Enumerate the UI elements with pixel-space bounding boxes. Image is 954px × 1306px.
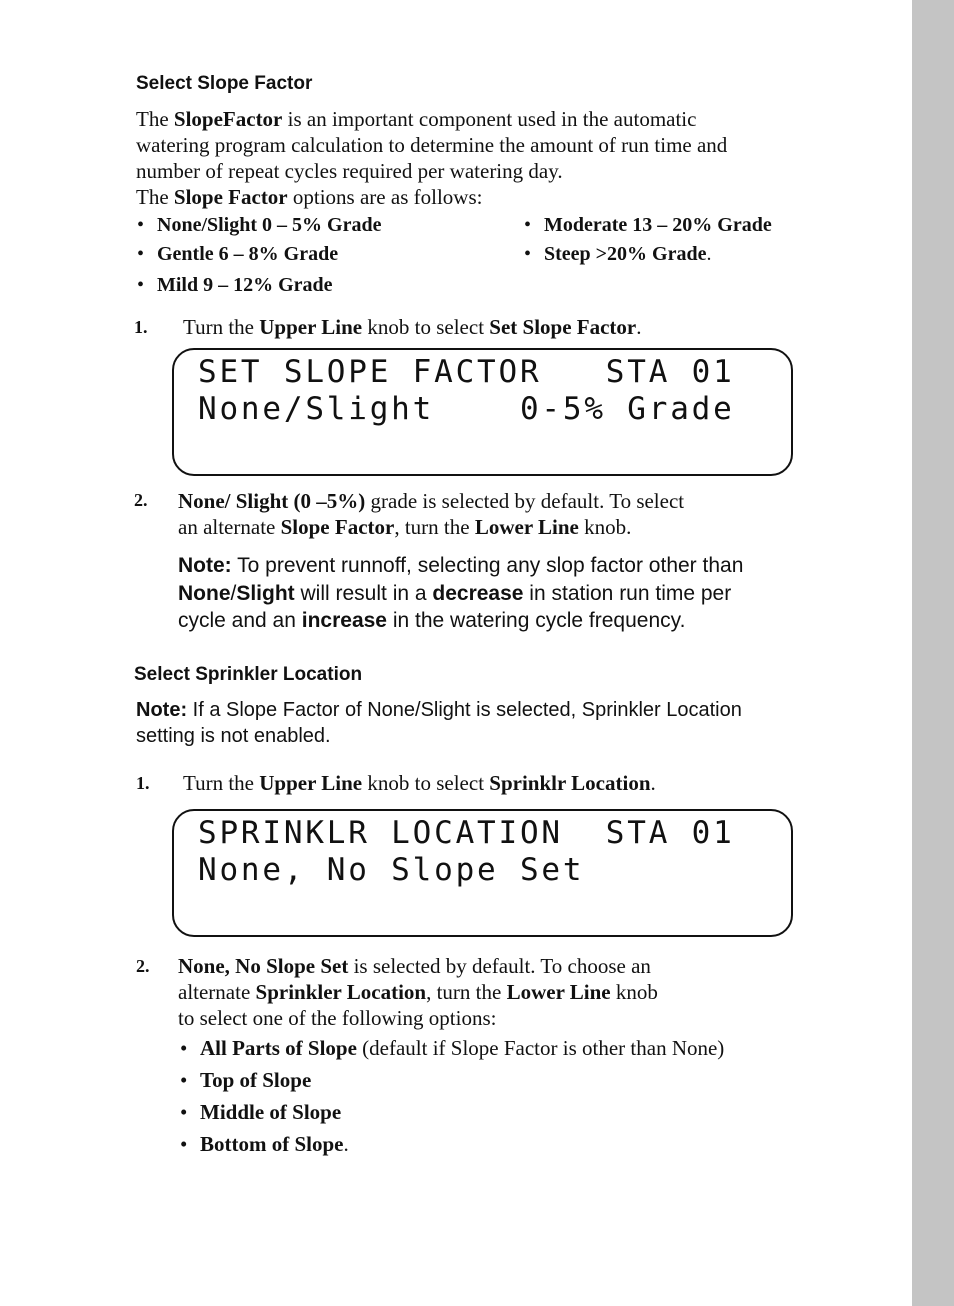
sprinkler-step-2-number: 2. — [136, 956, 150, 976]
note-slope-line-2: None/Slight will result in a decrease in station run time per — [178, 582, 732, 605]
page-edge-tab — [912, 0, 954, 1306]
intro-line-1: The SlopeFactor is an important component used in the automatic — [136, 107, 697, 131]
lcd-line-1: SPRINKLR LOCATION STA 01 — [198, 815, 735, 851]
lcd-display-sprinkler — [172, 809, 793, 937]
step-2-line-1: None/ Slight (0 –5%) grade is selected by default. To select — [178, 489, 685, 513]
intro-line-2: watering program calculation to determine the amount of run time and — [136, 133, 728, 157]
section-heading-slope: Select Slope Factor — [136, 73, 313, 94]
note-sprinkler-line-2: setting is not enabled. — [136, 725, 331, 747]
lcd-display-slope — [172, 348, 793, 476]
lcd-line-1: SET SLOPE FACTOR STA 01 — [198, 354, 735, 390]
sprinkler-step-2-line-1: None, No Slope Set is selected by default. To choose an — [178, 954, 651, 978]
step-2-line-2: an alternate Slope Factor, turn the Lower Line knob. — [178, 515, 632, 539]
location-option-middle: • Middle of Slope — [180, 1100, 342, 1124]
location-option-all-parts: • All Parts of Slope (default if Slope Factor is other than None) — [180, 1036, 725, 1060]
sprinkler-step-1-text: Turn the Upper Line knob to select Sprinklr Location. — [183, 771, 656, 795]
lcd-line-2: None/Slight 0-5% Grade — [198, 391, 735, 427]
sprinkler-step-2-line-2: alternate Sprinkler Location, turn the Lower Line knob — [178, 980, 658, 1004]
option-steep: • Steep >20% Grade. — [524, 243, 712, 265]
note-sprinkler-line-1: Note: If a Slope Factor of None/Slight is selected, Sprinkler Location — [136, 699, 742, 721]
step-1-number: 1. — [134, 317, 148, 337]
location-option-top: • Top of Slope — [180, 1068, 312, 1092]
option-mild: • Mild 9 – 12% Grade — [137, 274, 333, 296]
option-none-slight: • None/Slight 0 – 5% Grade — [137, 214, 382, 236]
option-gentle: • Gentle 6 – 8% Grade — [137, 243, 339, 265]
section-heading-sprinkler: Select Sprinkler Location — [134, 664, 363, 685]
note-slope-line-3: cycle and an increase in the watering cycle frequency. — [178, 609, 686, 632]
note-slope-line-1: Note: To prevent runnoff, selecting any slop factor other than — [178, 554, 744, 577]
sprinkler-step-2-line-3: to select one of the following options: — [178, 1006, 497, 1030]
step-1-text: Turn the Upper Line knob to select Set Slope Factor. — [183, 315, 642, 339]
intro-line-3: number of repeat cycles required per watering day. — [136, 159, 563, 183]
step-2-number: 2. — [134, 490, 148, 510]
location-option-bottom: • Bottom of Slope. — [180, 1132, 349, 1156]
intro-line-4: The Slope Factor options are as follows: — [136, 185, 483, 209]
sprinkler-step-1-number: 1. — [136, 773, 150, 793]
option-moderate: • Moderate 13 – 20% Grade — [524, 214, 772, 236]
lcd-line-2: None, No Slope Set — [198, 852, 585, 888]
